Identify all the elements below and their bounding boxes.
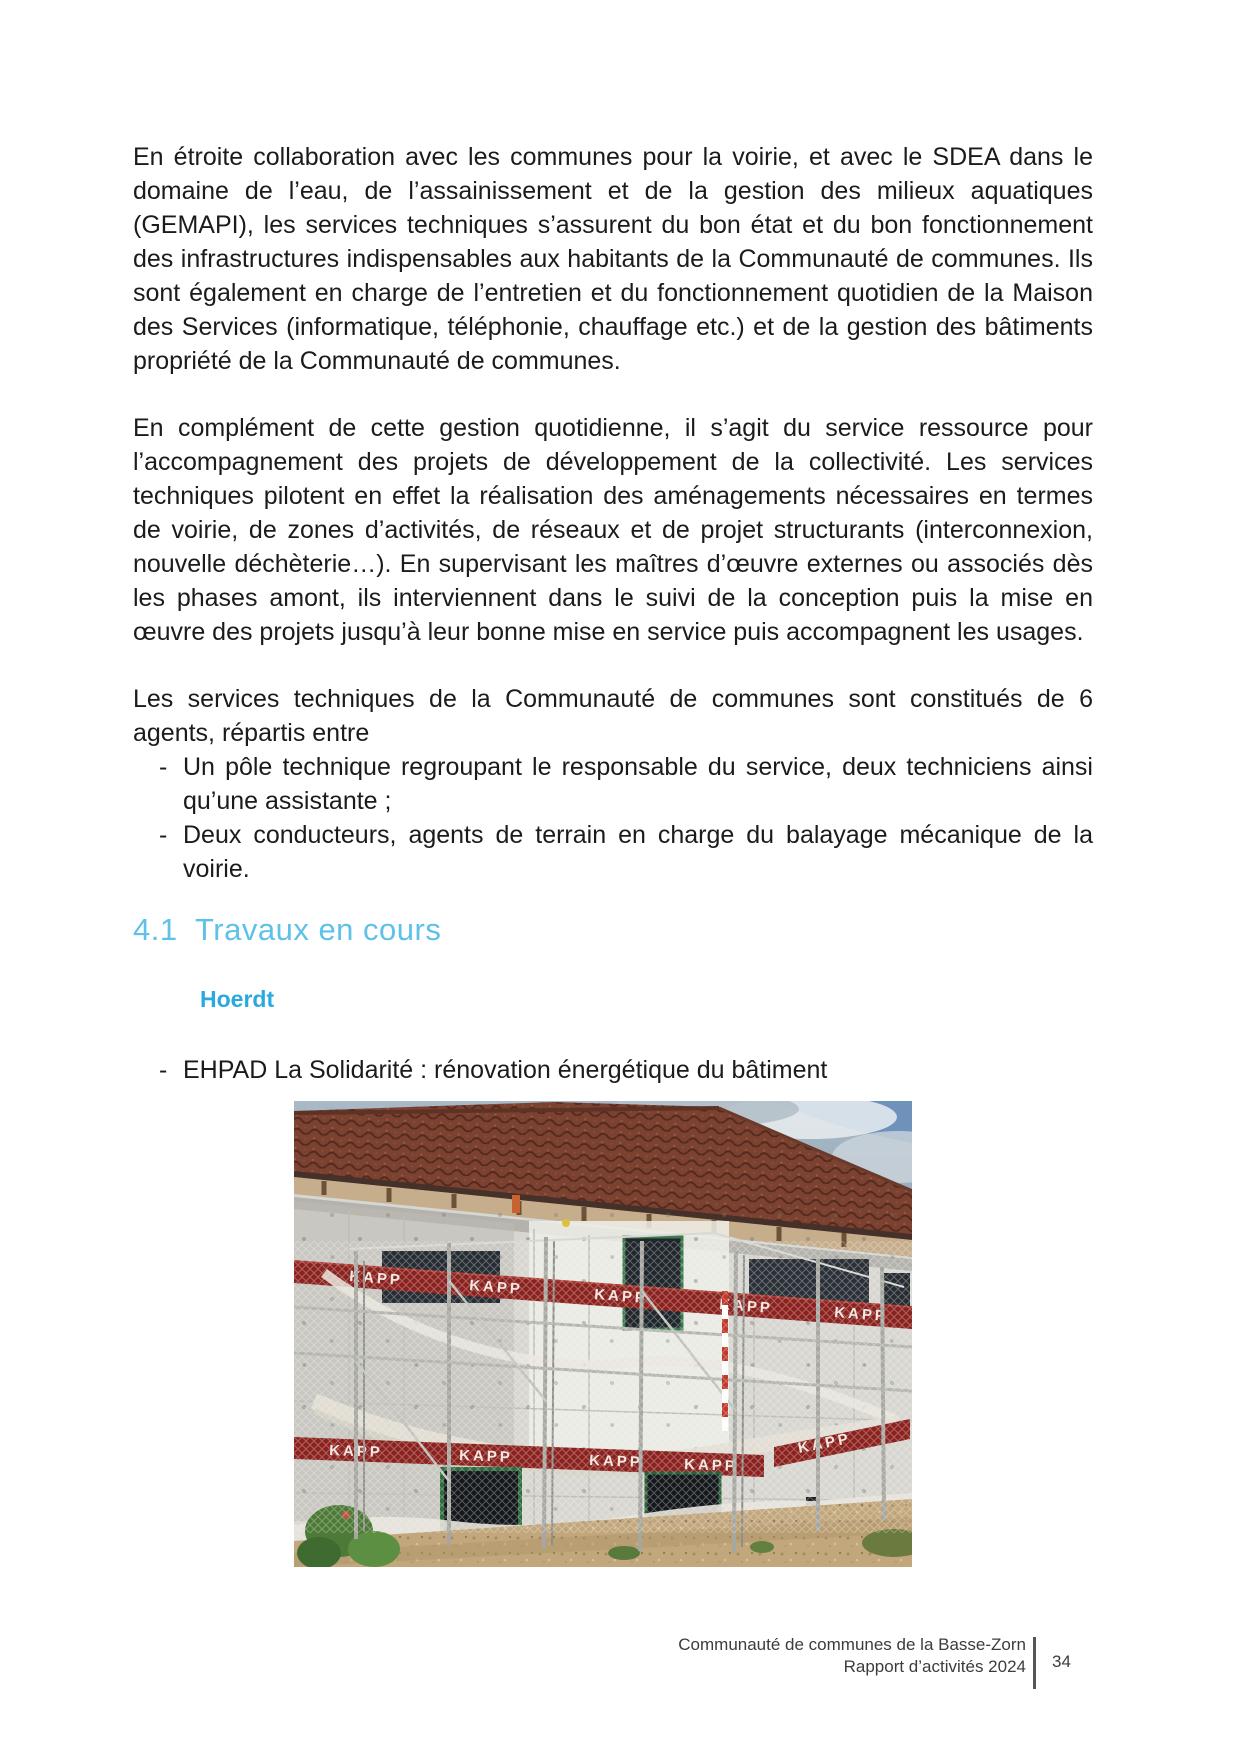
- paragraph-projects: En complément de cette gestion quotidienne, il s’agit du service ressource pour l’accompagnement des projets de développement de la collectivité. Les services techniques pilotent en effet la réalisation des aménagements nécessaires en termes de voirie, de zones d’activités, de réseaux et de projet structurants (interconnexion, nouvelle déchèterie…). En supervisant les maîtres d’œuvre externes ou associés dès les phases amont, ils interviennent dans le suivi de la conception puis la mise en œuvre des projets jusqu’à leur bonne mise en service puis accompagnent les usages.: [133, 414, 1093, 646]
- dash-marker: -: [159, 1056, 168, 1084]
- list-item: [133, 750, 1093, 818]
- footer: [678, 1634, 1026, 1678]
- paragraph-staff: Les services techniques de la Communauté de communes sont constitués de 6 agents, répartis entre: [133, 685, 1093, 747]
- body-text: [133, 140, 1093, 1567]
- footer-organization: Communauté de communes de la Basse-Zorn: [678, 1635, 1026, 1654]
- dash-marker: -: [159, 753, 168, 781]
- section-title: Travaux en cours: [195, 912, 442, 947]
- work-item-text: EHPAD La Solidarité : rénovation énergétique du bâtiment: [183, 1056, 828, 1084]
- construction-site-photo: [294, 1101, 912, 1567]
- photo-net-overlay: [294, 1241, 912, 1533]
- list-item-text: Deux conducteurs, agents de terrain en charge du balayage mécanique de la voirie.: [183, 821, 1093, 883]
- section-heading: [133, 912, 1093, 948]
- list-item: [133, 818, 1093, 886]
- dash-marker: -: [159, 821, 168, 849]
- work-item-row: [133, 1053, 1093, 1087]
- paragraph-intro: En étroite collaboration avec les communes pour la voirie, et avec le SDEA dans le domaine de l’eau, de l’assainissement et de la gestion des milieux aquatiques (GEMAPI), les services techniques s’assurent du bon état et du bon fonctionnement des infrastructures indispensables aux habitants de la Communauté de communes. Ils sont également en charge de l’entretien et du fonctionnement quotidien de la Maison des Services (informatique, téléphonie, chauffage etc.) et de la gestion des bâtiments propriété de la Communauté de communes.: [133, 143, 1093, 375]
- section-number: 4.1: [133, 912, 178, 947]
- staff-list: [133, 750, 1093, 886]
- footer-divider: [1033, 1637, 1036, 1689]
- building-photo: [294, 1101, 912, 1567]
- page-number: 34: [1052, 1652, 1071, 1671]
- footer-report-title: Rapport d’activités 2024: [843, 1657, 1026, 1676]
- subsection-heading: Hoerdt: [200, 986, 275, 1012]
- list-item-text: Un pôle technique regroupant le responsable du service, deux techniciens ainsi qu’une assistante ;: [183, 753, 1093, 815]
